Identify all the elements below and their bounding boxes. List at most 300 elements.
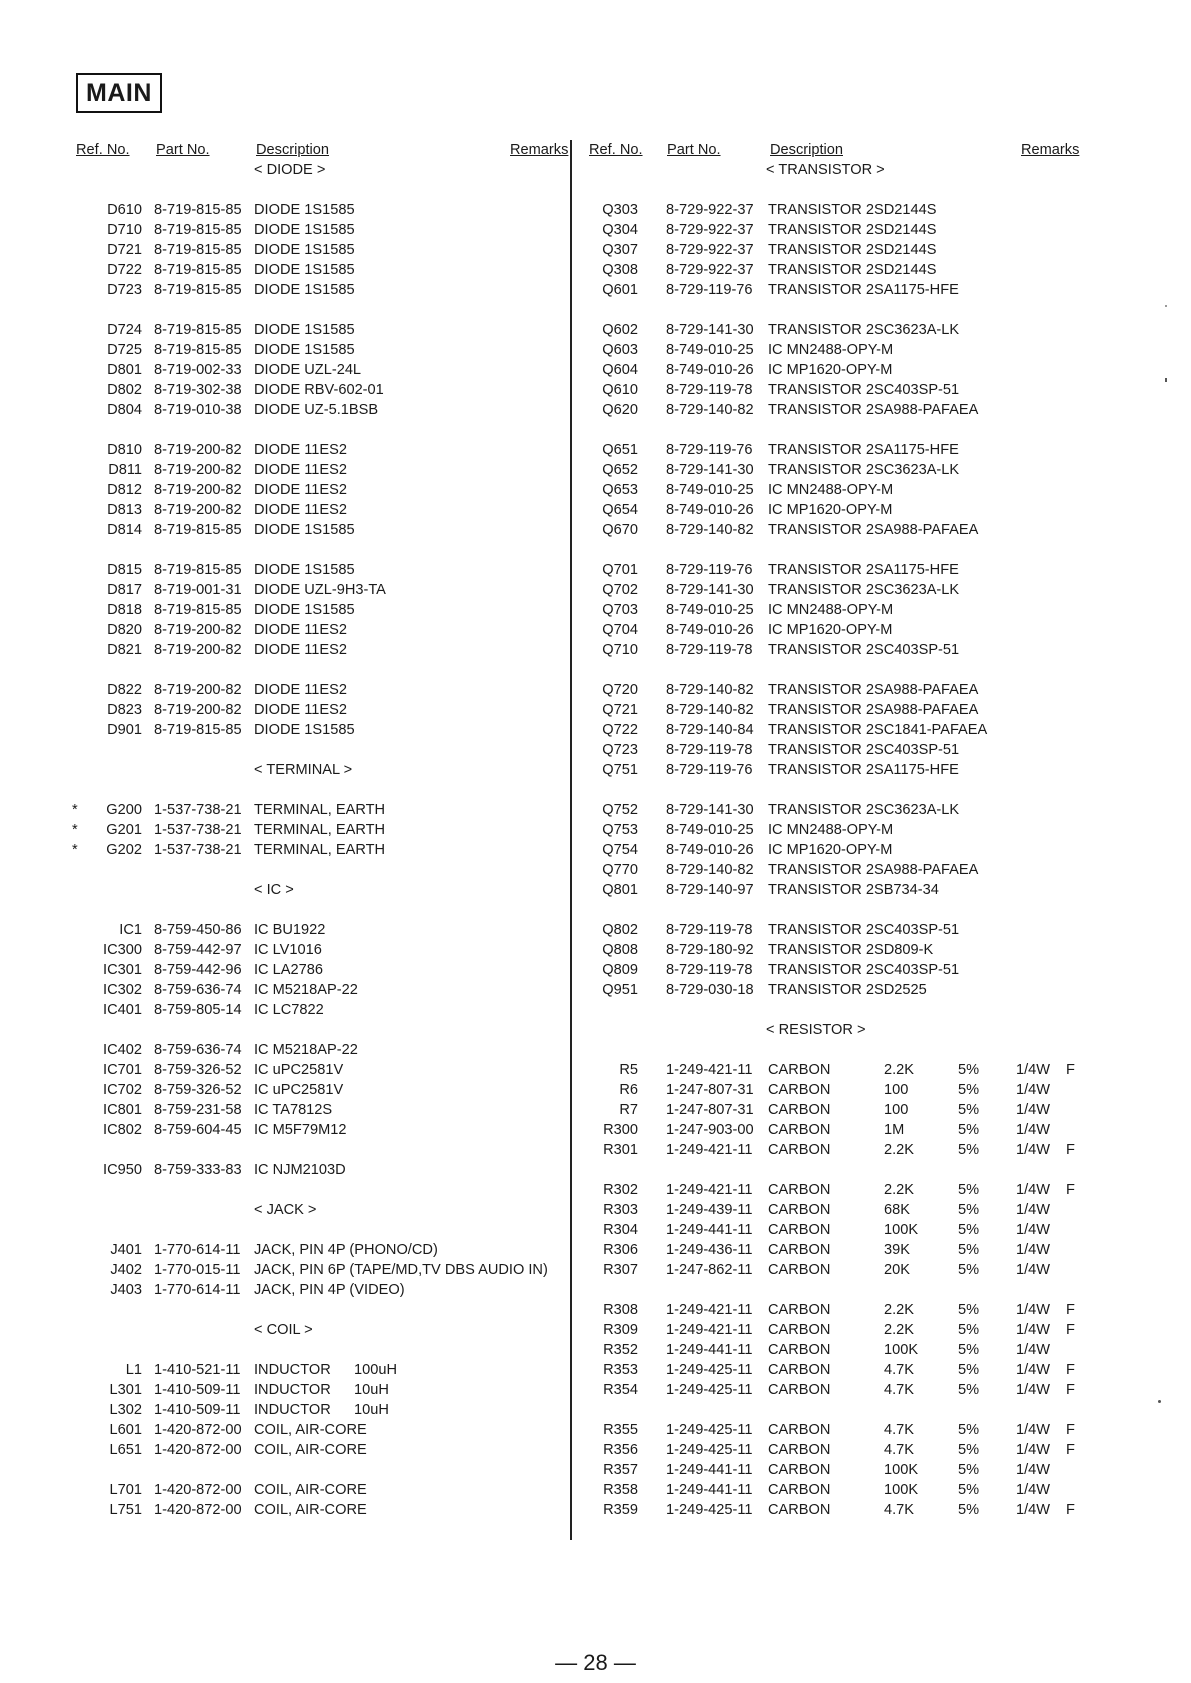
part-row xyxy=(64,820,569,840)
value: 68K xyxy=(884,1202,910,1218)
part-no: 1-247-807-31 xyxy=(666,1102,754,1118)
part-row xyxy=(64,980,569,1000)
ref-no: Q751 xyxy=(602,762,638,778)
part-no: 8-749-010-26 xyxy=(666,502,754,518)
part-row xyxy=(586,760,1090,780)
header-ref-no: Ref. No. xyxy=(76,142,130,158)
part-no: 8-719-200-82 xyxy=(154,442,242,458)
part-no: 8-759-636-74 xyxy=(154,982,242,998)
part-no: 8-759-442-96 xyxy=(154,962,242,978)
description: CARBON xyxy=(768,1422,831,1438)
column-divider xyxy=(570,140,572,1540)
value: 4.7K xyxy=(884,1442,915,1458)
ref-no: Q303 xyxy=(602,202,638,218)
part-row xyxy=(64,920,569,940)
part-no: 1-249-425-11 xyxy=(666,1382,753,1398)
ref-no: R357 xyxy=(603,1462,638,1478)
part-no: 8-729-119-76 xyxy=(666,562,753,578)
category-heading xyxy=(64,760,569,780)
description: TRANSISTOR 2SA1175-HFE xyxy=(768,442,959,458)
part-row xyxy=(586,960,1090,980)
part-no: 8-719-200-82 xyxy=(154,682,242,698)
part-no: 8-729-141-30 xyxy=(666,322,754,338)
part-no: 8-749-010-26 xyxy=(666,622,754,638)
part-row xyxy=(64,1160,569,1180)
description: CARBON xyxy=(768,1482,831,1498)
ref-no: R307 xyxy=(603,1262,638,1278)
ref-no: IC702 xyxy=(103,1082,142,1098)
ref-no: Q604 xyxy=(602,362,638,378)
ref-no: R309 xyxy=(603,1322,638,1338)
part-row xyxy=(64,940,569,960)
description: TRANSISTOR 2SA988-PAFAEA xyxy=(768,702,979,718)
ref-no: Q702 xyxy=(602,582,638,598)
part-row xyxy=(64,1080,569,1100)
part-no: 8-729-922-37 xyxy=(666,222,754,238)
value: 10uH xyxy=(354,1382,389,1398)
description: TRANSISTOR 2SC403SP-51 xyxy=(768,962,960,978)
ref-no: D804 xyxy=(107,402,142,418)
part-row xyxy=(586,1240,1090,1260)
ref-no: R7 xyxy=(619,1102,638,1118)
ref-no: Q720 xyxy=(602,682,638,698)
ref-no: IC402 xyxy=(103,1042,142,1058)
description: CARBON xyxy=(768,1142,831,1158)
tolerance: 5% xyxy=(958,1122,980,1138)
description: TRANSISTOR 2SB734-34 xyxy=(768,882,939,898)
description: DIODE 1S1585 xyxy=(254,602,355,618)
header-part-no: Part No. xyxy=(667,142,721,158)
part-no: 8-749-010-25 xyxy=(666,822,754,838)
description: IC LA2786 xyxy=(254,962,323,978)
wattage: 1/4W xyxy=(1016,1082,1051,1098)
part-no: 8-719-815-85 xyxy=(154,242,242,258)
ref-no: Q770 xyxy=(602,862,638,878)
ref-no: IC302 xyxy=(103,982,142,998)
remark-flag: F xyxy=(1066,1382,1075,1398)
ref-no: J403 xyxy=(110,1282,142,1298)
part-row xyxy=(64,840,569,860)
wattage: 1/4W xyxy=(1016,1382,1051,1398)
part-no: 8-729-141-30 xyxy=(666,802,754,818)
description: DIODE 11ES2 xyxy=(254,502,348,518)
part-no: 1-770-015-11 xyxy=(154,1262,241,1278)
column-header xyxy=(586,140,1090,160)
description: TRANSISTOR 2SD2144S xyxy=(768,262,937,278)
description: CARBON xyxy=(768,1342,831,1358)
description: TRANSISTOR 2SA988-PAFAEA xyxy=(768,862,979,878)
wattage: 1/4W xyxy=(1016,1482,1051,1498)
part-group xyxy=(64,680,569,740)
ref-no: Q670 xyxy=(602,522,638,538)
part-row xyxy=(64,1400,569,1420)
part-no: 8-749-010-25 xyxy=(666,342,754,358)
part-no: 1-410-509-11 xyxy=(154,1402,241,1418)
ref-no: Q308 xyxy=(602,262,638,278)
part-row xyxy=(586,200,1090,220)
description: DIODE 1S1585 xyxy=(254,342,355,358)
part-row xyxy=(586,640,1090,660)
wattage: 1/4W xyxy=(1016,1362,1051,1378)
part-no: 1-537-738-21 xyxy=(154,802,242,818)
part-row xyxy=(586,1060,1090,1080)
category-heading xyxy=(586,1020,1090,1040)
ref-no: R303 xyxy=(603,1202,638,1218)
ref-no: Q603 xyxy=(602,342,638,358)
ref-no: IC801 xyxy=(103,1102,142,1118)
part-no: 8-719-200-82 xyxy=(154,702,242,718)
description: IC BU1922 xyxy=(254,922,326,938)
wattage: 1/4W xyxy=(1016,1182,1051,1198)
tolerance: 5% xyxy=(958,1142,980,1158)
part-no: 8-719-200-82 xyxy=(154,622,242,638)
part-group xyxy=(586,680,1090,780)
remark-flag: F xyxy=(1066,1322,1075,1338)
wattage: 1/4W xyxy=(1016,1102,1051,1118)
part-no: 8-729-141-30 xyxy=(666,582,754,598)
ref-no: Q601 xyxy=(602,282,638,298)
ref-no: Q723 xyxy=(602,742,638,758)
description: DIODE 1S1585 xyxy=(254,522,355,538)
wattage: 1/4W xyxy=(1016,1442,1051,1458)
description: CARBON xyxy=(768,1182,831,1198)
ref-no: D710 xyxy=(107,222,142,238)
value: 4.7K xyxy=(884,1422,915,1438)
category-label: < COIL > xyxy=(254,1322,313,1338)
tolerance: 5% xyxy=(958,1462,980,1478)
part-row xyxy=(586,500,1090,520)
part-row xyxy=(586,1500,1090,1520)
part-row xyxy=(586,700,1090,720)
ref-no: Q654 xyxy=(602,502,638,518)
part-row xyxy=(586,820,1090,840)
part-row xyxy=(64,1060,569,1080)
part-row xyxy=(586,1360,1090,1380)
description: DIODE 11ES2 xyxy=(254,442,348,458)
ref-no: R308 xyxy=(603,1302,638,1318)
part-row xyxy=(586,440,1090,460)
part-row xyxy=(586,1380,1090,1400)
part-row xyxy=(64,640,569,660)
part-row xyxy=(64,1360,569,1380)
value: 4.7K xyxy=(884,1502,915,1518)
remark-flag: F xyxy=(1066,1442,1075,1458)
left-column xyxy=(64,140,569,1540)
part-no: 8-729-140-82 xyxy=(666,402,754,418)
part-no: 8-729-922-37 xyxy=(666,242,754,258)
part-row xyxy=(586,1340,1090,1360)
description: COIL, AIR-CORE xyxy=(254,1482,367,1498)
part-no: 1-420-872-00 xyxy=(154,1482,242,1498)
tolerance: 5% xyxy=(958,1262,980,1278)
ref-no: Q652 xyxy=(602,462,638,478)
part-no: 8-749-010-26 xyxy=(666,362,754,378)
ref-no: D725 xyxy=(107,342,142,358)
tolerance: 5% xyxy=(958,1062,980,1078)
part-no: 1-249-425-11 xyxy=(666,1422,753,1438)
safety-mark: * xyxy=(72,842,78,858)
part-row xyxy=(586,980,1090,1000)
header-description: Description xyxy=(770,142,843,158)
part-row xyxy=(586,1440,1090,1460)
wattage: 1/4W xyxy=(1016,1202,1051,1218)
ref-no: Q653 xyxy=(602,482,638,498)
description: IC uPC2581V xyxy=(254,1062,344,1078)
category-label: < RESISTOR > xyxy=(766,1022,866,1038)
header-remarks: Remarks xyxy=(1021,142,1080,158)
ref-no: R6 xyxy=(619,1082,638,1098)
description: IC MP1620-OPY-M xyxy=(768,362,893,378)
part-no: 1-410-509-11 xyxy=(154,1382,241,1398)
description: TRANSISTOR 2SA1175-HFE xyxy=(768,282,959,298)
description: TRANSISTOR 2SC3623A-LK xyxy=(768,322,960,338)
ref-no: Q610 xyxy=(602,382,638,398)
part-row xyxy=(64,500,569,520)
ref-no: Q703 xyxy=(602,602,638,618)
tolerance: 5% xyxy=(958,1382,980,1398)
ref-no: J402 xyxy=(110,1262,142,1278)
tolerance: 5% xyxy=(958,1302,980,1318)
description: DIODE 1S1585 xyxy=(254,322,355,338)
ref-no: R356 xyxy=(603,1442,638,1458)
wattage: 1/4W xyxy=(1016,1322,1051,1338)
part-group xyxy=(586,800,1090,900)
tolerance: 5% xyxy=(958,1082,980,1098)
description: TRANSISTOR 2SC403SP-51 xyxy=(768,742,960,758)
part-no: 8-729-180-92 xyxy=(666,942,754,958)
part-group xyxy=(64,560,569,660)
category-label: < IC > xyxy=(254,882,294,898)
part-group xyxy=(64,800,569,860)
ref-no: D814 xyxy=(107,522,142,538)
ref-no: J401 xyxy=(110,1242,142,1258)
part-no: 8-729-030-18 xyxy=(666,982,754,998)
part-row xyxy=(64,1120,569,1140)
part-no: 8-729-119-78 xyxy=(666,742,753,758)
part-no: 8-719-200-82 xyxy=(154,482,242,498)
part-no: 1-420-872-00 xyxy=(154,1442,242,1458)
part-no: 1-420-872-00 xyxy=(154,1502,242,1518)
part-no: 8-719-815-85 xyxy=(154,522,242,538)
header-remarks: Remarks xyxy=(510,142,569,158)
description: CARBON xyxy=(768,1362,831,1378)
description: DIODE 11ES2 xyxy=(254,682,348,698)
description: TRANSISTOR 2SA1175-HFE xyxy=(768,762,959,778)
scan-speck xyxy=(1165,305,1167,307)
part-row xyxy=(586,220,1090,240)
value: 2.2K xyxy=(884,1142,915,1158)
part-row xyxy=(586,1180,1090,1200)
description: TRANSISTOR 2SC403SP-51 xyxy=(768,642,960,658)
ref-no: Q809 xyxy=(602,962,638,978)
part-no: 8-719-815-85 xyxy=(154,282,242,298)
ref-no: Q701 xyxy=(602,562,638,578)
ref-no: R302 xyxy=(603,1182,638,1198)
ref-no: R353 xyxy=(603,1362,638,1378)
part-no: 8-729-119-76 xyxy=(666,442,753,458)
part-no: 8-759-450-86 xyxy=(154,922,242,938)
safety-mark: * xyxy=(72,822,78,838)
part-no: 8-719-200-82 xyxy=(154,642,242,658)
description: IC TA7812S xyxy=(254,1102,333,1118)
part-no: 8-749-010-25 xyxy=(666,482,754,498)
part-row xyxy=(586,800,1090,820)
part-no: 8-719-815-85 xyxy=(154,262,242,278)
wattage: 1/4W xyxy=(1016,1502,1051,1518)
description: IC uPC2581V xyxy=(254,1082,344,1098)
ref-no: D817 xyxy=(107,582,142,598)
scan-speck xyxy=(1165,378,1167,382)
description: DIODE 11ES2 xyxy=(254,482,348,498)
part-row xyxy=(586,1100,1090,1120)
part-group xyxy=(586,440,1090,540)
part-row xyxy=(64,720,569,740)
description: DIODE 1S1585 xyxy=(254,202,355,218)
value: 100K xyxy=(884,1342,919,1358)
part-row xyxy=(64,1500,569,1520)
value: 100K xyxy=(884,1482,919,1498)
part-no: 8-719-010-38 xyxy=(154,402,242,418)
ref-no: D722 xyxy=(107,262,142,278)
category-heading xyxy=(64,160,569,180)
part-no: 1-249-421-11 xyxy=(666,1062,753,1078)
part-group xyxy=(64,1360,569,1460)
category-label: < JACK > xyxy=(254,1202,317,1218)
part-row xyxy=(64,480,569,500)
part-no: 1-249-421-11 xyxy=(666,1302,753,1318)
part-row xyxy=(586,940,1090,960)
category-label: < DIODE > xyxy=(254,162,326,178)
tolerance: 5% xyxy=(958,1422,980,1438)
part-no: 8-719-002-33 xyxy=(154,362,242,378)
row-spacer xyxy=(586,180,1090,200)
part-no: 8-719-815-85 xyxy=(154,722,242,738)
ref-no: Q808 xyxy=(602,942,638,958)
part-no: 1-247-903-00 xyxy=(666,1122,754,1138)
ref-no: IC301 xyxy=(103,962,142,978)
description: TRANSISTOR 2SD2144S xyxy=(768,202,937,218)
ref-no: D802 xyxy=(107,382,142,398)
part-row xyxy=(586,1420,1090,1440)
tolerance: 5% xyxy=(958,1362,980,1378)
remark-flag: F xyxy=(1066,1142,1075,1158)
description: COIL, AIR-CORE xyxy=(254,1422,367,1438)
part-no: 8-759-333-83 xyxy=(154,1162,242,1178)
description: IC MN2488-OPY-M xyxy=(768,342,894,358)
part-no: 1-249-425-11 xyxy=(666,1502,753,1518)
tolerance: 5% xyxy=(958,1222,980,1238)
part-no: 8-719-815-85 xyxy=(154,602,242,618)
ref-no: L1 xyxy=(125,1362,142,1378)
description: TRANSISTOR 2SC3623A-LK xyxy=(768,802,960,818)
part-group xyxy=(586,1300,1090,1400)
description: DIODE 1S1585 xyxy=(254,242,355,258)
part-row xyxy=(586,1080,1090,1100)
remark-flag: F xyxy=(1066,1302,1075,1318)
tolerance: 5% xyxy=(958,1322,980,1338)
row-spacer xyxy=(64,1340,569,1360)
category-heading xyxy=(64,880,569,900)
part-group xyxy=(64,1040,569,1140)
wattage: 1/4W xyxy=(1016,1062,1051,1078)
part-row xyxy=(64,1040,569,1060)
part-row xyxy=(586,1200,1090,1220)
part-no: 8-729-119-78 xyxy=(666,962,753,978)
part-group xyxy=(586,320,1090,420)
part-no: 8-759-326-52 xyxy=(154,1062,242,1078)
description: CARBON xyxy=(768,1082,831,1098)
description: DIODE 1S1585 xyxy=(254,722,355,738)
remark-flag: F xyxy=(1066,1062,1075,1078)
value: 2.2K xyxy=(884,1322,915,1338)
description: DIODE 1S1585 xyxy=(254,562,355,578)
part-row xyxy=(64,360,569,380)
part-row xyxy=(64,280,569,300)
description: TRANSISTOR 2SA988-PAFAEA xyxy=(768,402,979,418)
wattage: 1/4W xyxy=(1016,1422,1051,1438)
part-group xyxy=(64,1160,569,1180)
part-no: 8-749-010-26 xyxy=(666,842,754,858)
description: IC LC7822 xyxy=(254,1002,324,1018)
description: TRANSISTOR 2SD809-K xyxy=(768,942,934,958)
part-no: 8-729-119-76 xyxy=(666,762,753,778)
part-row xyxy=(586,1140,1090,1160)
description: DIODE UZ-5.1BSB xyxy=(254,402,379,418)
ref-no: L601 xyxy=(109,1422,142,1438)
category-heading xyxy=(586,160,1090,180)
part-no: 1-249-439-11 xyxy=(666,1202,753,1218)
ref-no: R301 xyxy=(603,1142,638,1158)
ref-no: Q721 xyxy=(602,702,638,718)
description: DIODE 11ES2 xyxy=(254,622,348,638)
part-row xyxy=(586,260,1090,280)
row-spacer xyxy=(64,900,569,920)
row-spacer xyxy=(64,180,569,200)
part-row xyxy=(64,960,569,980)
part-no: 8-719-302-38 xyxy=(154,382,242,398)
part-row xyxy=(64,520,569,540)
ref-no: IC950 xyxy=(103,1162,142,1178)
description: JACK, PIN 4P (VIDEO) xyxy=(254,1282,405,1298)
part-row xyxy=(64,1240,569,1260)
part-row xyxy=(64,580,569,600)
ref-no: D721 xyxy=(107,242,142,258)
part-no: 8-729-141-30 xyxy=(666,462,754,478)
value: 39K xyxy=(884,1242,910,1258)
ref-no: Q722 xyxy=(602,722,638,738)
part-no: 8-719-815-85 xyxy=(154,322,242,338)
part-row xyxy=(64,1380,569,1400)
ref-no: IC1 xyxy=(119,922,142,938)
tolerance: 5% xyxy=(958,1202,980,1218)
ref-no: IC300 xyxy=(103,942,142,958)
wattage: 1/4W xyxy=(1016,1302,1051,1318)
header-part-no: Part No. xyxy=(156,142,210,158)
description: TRANSISTOR 2SC403SP-51 xyxy=(768,922,960,938)
part-row xyxy=(64,600,569,620)
description: COIL, AIR-CORE xyxy=(254,1502,367,1518)
description: TRANSISTOR 2SC3623A-LK xyxy=(768,582,960,598)
description: COIL, AIR-CORE xyxy=(254,1442,367,1458)
description: IC MP1620-OPY-M xyxy=(768,842,893,858)
description: DIODE RBV-602-01 xyxy=(254,382,384,398)
part-row xyxy=(64,800,569,820)
part-row xyxy=(586,400,1090,420)
part-row xyxy=(64,700,569,720)
description: DIODE 11ES2 xyxy=(254,462,348,478)
part-no: 8-759-442-97 xyxy=(154,942,242,958)
part-group xyxy=(64,200,569,300)
